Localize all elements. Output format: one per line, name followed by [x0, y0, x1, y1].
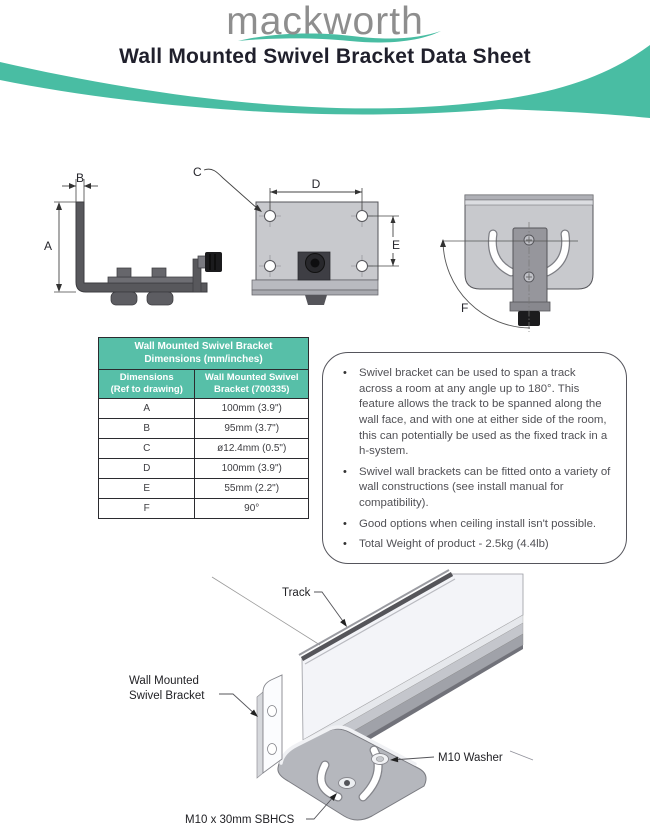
note-text: Swivel bracket can be used to span a track across a room at any angle up to 180°. This feature allows the track to be spanned along the wall face, and with one at either side of the room, this can potentially be used as the fixed track in a h-system. [359, 367, 608, 458]
list-item [343, 517, 612, 533]
dim-c-label: C [193, 165, 202, 179]
note-text: Total Weight of product - 2.5kg (4.4lb) [359, 538, 549, 551]
feature-notes-box [322, 352, 627, 564]
front-view-drawing [193, 165, 400, 305]
list-item [343, 366, 612, 460]
bullet-icon: • [343, 465, 347, 478]
track-label: Track [282, 587, 311, 599]
dim-ref: B [99, 418, 195, 438]
dim-a-label: A [43, 239, 53, 253]
table-title [99, 338, 309, 370]
dim-d-label: D [311, 177, 321, 191]
table-row [99, 438, 309, 458]
dim-value: 100mm (3.9") [195, 458, 309, 478]
col-header-bracket: Wall Mounted Swivel Bracket (700335) [195, 370, 309, 399]
table-row [99, 478, 309, 498]
dim-b-label: B [75, 171, 85, 185]
dim-value: 90° [195, 498, 309, 518]
assembly-drawing [0, 545, 650, 835]
washer-label: M10 Washer [438, 752, 503, 764]
table-title-line2: Dimensions (mm/inches) [144, 353, 263, 365]
dim-value: 100mm (3.9") [195, 398, 309, 418]
table-row [99, 398, 309, 418]
screw-label: M10 x 30mm SBHCS [185, 814, 295, 826]
dimensions-table [98, 337, 309, 519]
dim-value: 95mm (3.7") [195, 418, 309, 438]
side-view-drawing [44, 171, 222, 305]
list-item [343, 465, 612, 512]
note-text: Good options when ceiling install isn't possible. [359, 517, 597, 530]
table-row [99, 458, 309, 478]
brand-logo: mackworth [226, 0, 424, 43]
note-text: Swivel wall brackets can be fitted onto a variety of wall constructions (see install manual for compatibility). [359, 465, 611, 509]
dim-ref: F [99, 498, 195, 518]
dim-f-label: F [461, 301, 469, 315]
dim-ref: A [99, 398, 195, 418]
bullet-icon: • [343, 367, 347, 379]
col-header-dimensions: Dimensions (Ref to drawing) [99, 370, 195, 399]
bottom-view-drawing [440, 195, 593, 332]
dim-ref: D [99, 458, 195, 478]
page-title: Wall Mounted Swivel Bracket Data Sheet [119, 45, 531, 68]
table-row [99, 498, 309, 518]
table-title-line1: Wall Mounted Swivel Bracket [134, 341, 273, 352]
bullet-icon: • [343, 538, 347, 551]
dim-e-label: E [391, 238, 401, 252]
dim-ref: E [99, 478, 195, 498]
dim-ref: C [99, 438, 195, 458]
table-row [99, 418, 309, 438]
bracket-wall-plate [263, 675, 282, 773]
bullet-icon: • [343, 517, 347, 530]
bracket-label-line2: Swivel Bracket [129, 690, 205, 702]
bracket-label-line1: Wall Mounted [129, 675, 199, 687]
dim-value: ø12.4mm (0.5") [195, 438, 309, 458]
dim-value: 55mm (2.2") [195, 478, 309, 498]
technical-drawings [0, 150, 650, 335]
